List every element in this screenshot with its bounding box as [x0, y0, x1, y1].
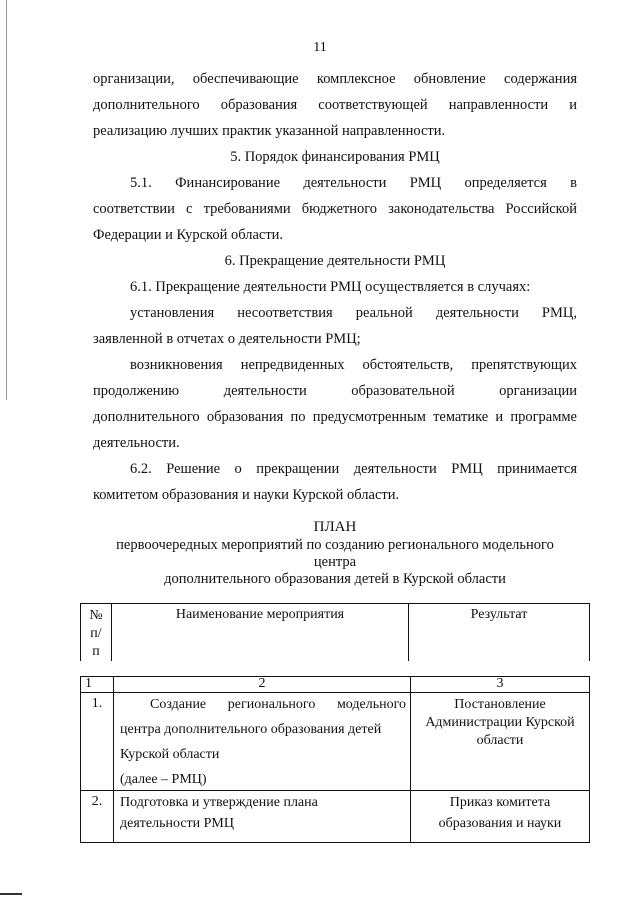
plan-subtitle-line: первоочередных мероприятий по созданию регионального модельного [116, 537, 554, 553]
index-cell: 1 [81, 677, 114, 693]
row-name-line: (далее – РМЦ) [120, 772, 207, 787]
paragraph-line: дополнительного образования соответствующей направленности и [93, 97, 577, 113]
page-number: 11 [313, 40, 327, 55]
row-name-cell [114, 693, 411, 791]
paragraph-line: деятельности. [93, 435, 180, 451]
row-result-line: Приказ комитета [449, 795, 551, 810]
row-num-cell: 2. [81, 791, 114, 843]
paragraph-line: продолжению деятельности образовательной организации [93, 383, 577, 399]
row-result-cell [411, 693, 590, 791]
index-cell: 2 [114, 677, 411, 693]
section-heading-5: 5. Порядок финансирования РМЦ [230, 149, 440, 165]
paragraph-line: комитетом образования и науки Курской области. [93, 487, 400, 503]
paragraph-line: соответствии с требованиями бюджетного законодательства Российской [93, 201, 577, 217]
row-name-line: деятельности РМЦ [120, 816, 234, 831]
plan-table-header [80, 603, 590, 661]
paragraph-line: дополнительного образования по предусмотренным тематике и программе [93, 409, 577, 425]
row-result-line: Постановление [454, 697, 546, 712]
header-name-cell: Наименование мероприятия [112, 604, 409, 662]
left-margin-rule [6, 0, 7, 400]
plan-subtitle-line: дополнительного образования детей в Курской области [164, 571, 506, 587]
section-heading-6: 6. Прекращение деятельности РМЦ [224, 253, 446, 269]
row-result-cell [411, 791, 590, 843]
paragraph-line: установления несоответствия реальной деятельности РМЦ, [130, 305, 577, 321]
plan-title: ПЛАН [313, 519, 357, 535]
row-result-line: образования и науки [438, 816, 562, 831]
paragraph-line: организации, обеспечивающие комплексное обновление содержания [93, 71, 577, 87]
paragraph-line: 6.1. Прекращение деятельности РМЦ осуществляется в случаях: [130, 279, 531, 295]
row-result-line: Администрации Курской [425, 715, 575, 730]
paragraph-line: заявленной в отчетах о деятельности РМЦ; [93, 331, 361, 347]
header-num-line: № [89, 608, 103, 623]
header-num-line: п [92, 644, 100, 659]
row-name-line: Курской области [120, 747, 220, 762]
paragraph-line: 6.2. Решение о прекращении деятельности РМЦ принимается [130, 461, 577, 477]
header-num-line: п/ [90, 626, 102, 641]
header-result-cell: Результат [409, 604, 590, 662]
row-num-cell: 1. [81, 693, 114, 791]
row-name-line: Создание регионального модельного [150, 697, 406, 712]
paragraph-line: возникновения непредвиденных обстоятельств, препятствующих [130, 357, 577, 373]
paragraph-line: Федерации и Курской области. [93, 227, 284, 243]
plan-subtitle-line: центра [313, 554, 357, 570]
bottom-edge-mark [0, 893, 22, 895]
row-name-line: Подготовка и утверждение плана [120, 795, 318, 810]
row-result-line: области [476, 733, 524, 748]
row-name-line: центра дополнительного образования детей [120, 722, 382, 737]
paragraph-line: реализацию лучших практик указанной направленности. [93, 123, 446, 139]
row-name-cell [114, 791, 411, 843]
paragraph-line: 5.1. Финансирование деятельности РМЦ определяется в [130, 175, 577, 191]
header-num-cell [81, 604, 112, 662]
plan-table-body [80, 676, 590, 843]
index-cell: 3 [411, 677, 590, 693]
